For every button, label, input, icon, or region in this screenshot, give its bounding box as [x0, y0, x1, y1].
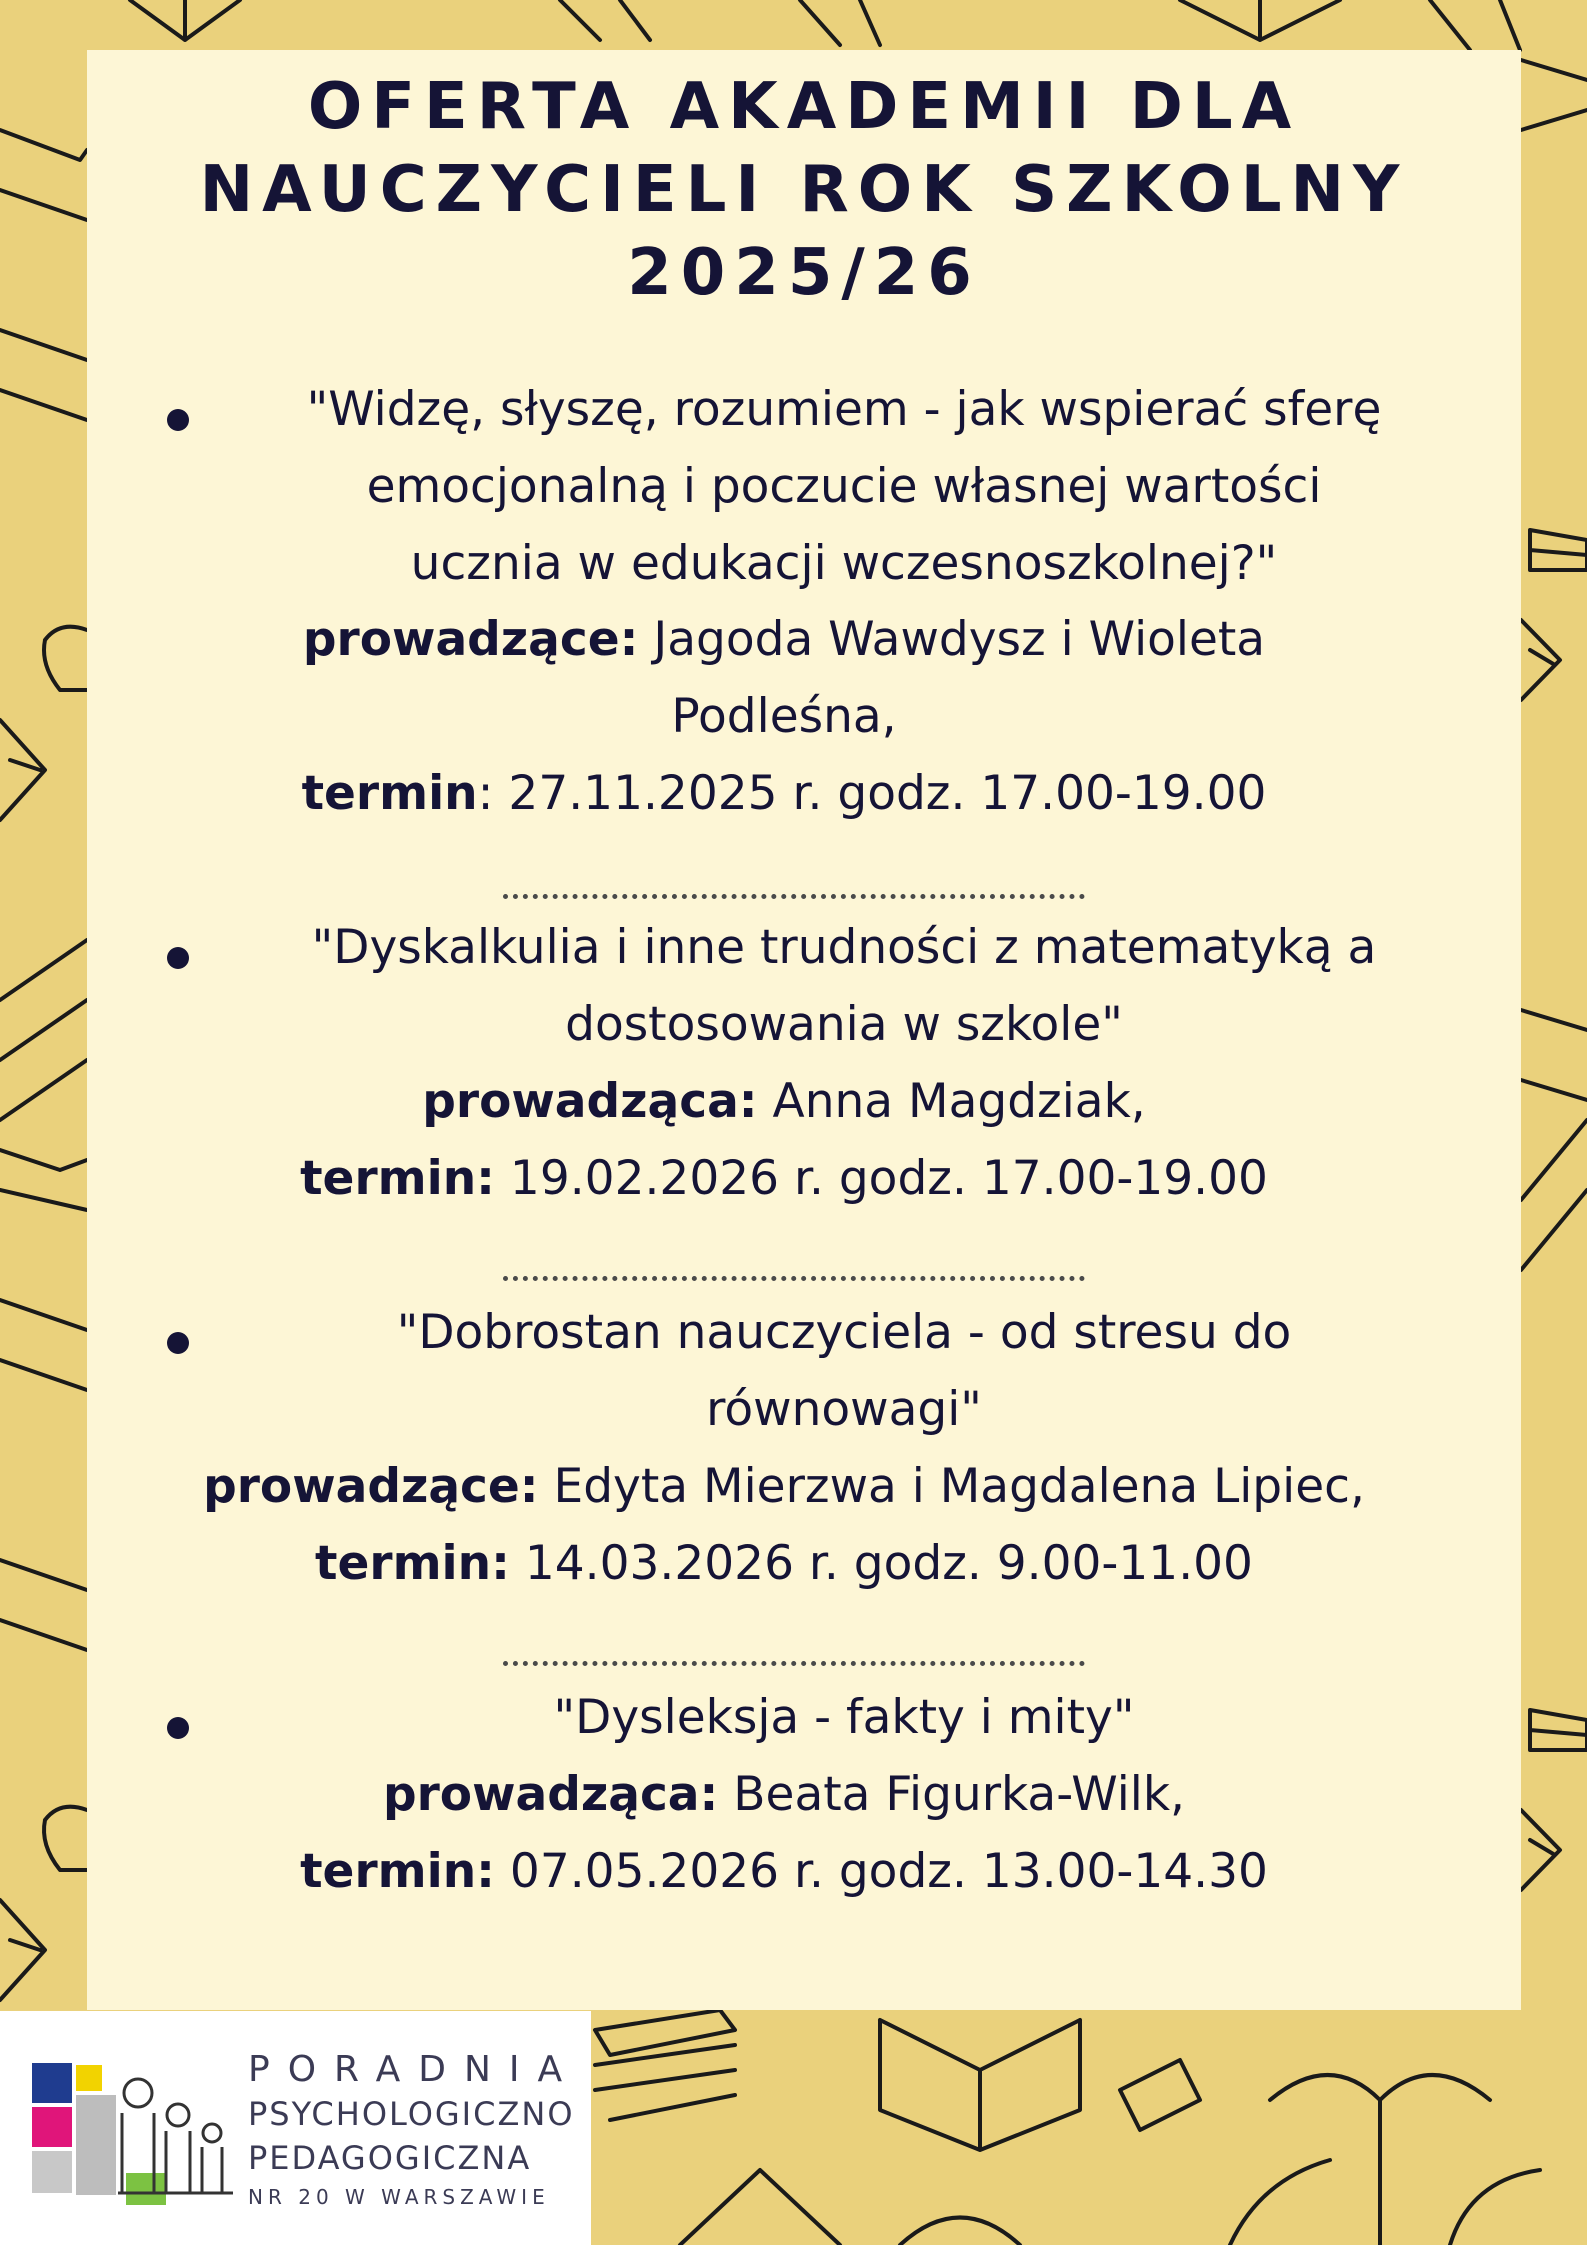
course-title-line: ucznia w edukacji wczesnoszkolnej?"	[410, 536, 1278, 591]
open-book-icon	[880, 2020, 1080, 2150]
date-label: termin:	[315, 1536, 510, 1591]
course-leaders	[67, 1457, 1501, 1517]
open-book-icon	[130, 0, 240, 40]
course-leaders	[67, 610, 1501, 670]
course-date	[67, 1534, 1501, 1594]
logo-text-line-3: PEDAGOGICZNA	[248, 2139, 532, 2177]
course-leaders	[67, 1072, 1501, 1132]
course-title-line: "Dobrostan nauczyciela - od stresu do	[396, 1305, 1292, 1360]
open-book-icon	[1270, 2075, 1490, 2245]
leaders-value-continued: Podleśna,	[671, 689, 897, 744]
course-date	[67, 1842, 1501, 1902]
leaders-label: prowadząca:	[422, 1074, 758, 1129]
course-title-line: równowagi"	[706, 1382, 982, 1437]
book-icon	[1521, 60, 1587, 130]
course-date	[67, 764, 1501, 824]
date-label: termin	[301, 766, 478, 821]
course-title-line: dostosowania w szkole"	[565, 997, 1123, 1052]
leaders-value: Edyta Mierzwa i Magdalena Lipiec,	[553, 1459, 1365, 1514]
leaders-value: Beata Figurka-Wilk,	[733, 1767, 1185, 1822]
logo-text-line-2: PSYCHOLOGICZNO	[248, 2095, 575, 2133]
page-title-line-2: NAUCZYCIELI ROK SZKOLNY	[199, 153, 1409, 227]
separator-divider	[503, 1276, 1085, 1281]
course-date	[67, 1149, 1501, 1209]
date-label: termin:	[300, 1151, 495, 1206]
course-title-line: emocjonalną i poczucie własnej wartości	[366, 459, 1322, 514]
separator-divider	[503, 1661, 1085, 1666]
logo-text-line-1: PORADNIA	[248, 2049, 581, 2090]
separator-divider	[503, 894, 1085, 899]
page-title-line-3: 2025/26	[627, 236, 981, 310]
book-icon	[0, 130, 87, 220]
leaders-label: prowadząca:	[382, 1767, 719, 1822]
content-panel	[87, 50, 1521, 2010]
leaders-label: prowadzące:	[203, 1459, 539, 1514]
open-book-icon	[1180, 0, 1340, 40]
puzzle-people-logo-icon	[18, 2033, 248, 2223]
logo-text-line-4: NR 20 W WARSZAWIE	[248, 2185, 550, 2209]
date-value: : 27.11.2025 r. godz. 17.00-19.00	[477, 766, 1267, 821]
date-value: 19.02.2026 r. godz. 17.00-19.00	[509, 1151, 1268, 1206]
leaders-label: prowadzące:	[302, 612, 639, 667]
book-icon	[595, 2010, 735, 2120]
date-label: termin:	[300, 1844, 495, 1899]
institution-logo	[0, 2011, 591, 2245]
page-title-line-1: OFERTA AKADEMII DLA	[307, 70, 1301, 144]
leaders-value: Jagoda Wawdysz i Wioleta	[653, 612, 1266, 667]
date-value: 07.05.2026 r. godz. 13.00-14.30	[509, 1844, 1268, 1899]
course-title-line: "Dyskalkulia i inne trudności z matematyką a	[311, 920, 1377, 975]
course-title-line: "Dysleksja - fakty i mity"	[553, 1690, 1135, 1745]
course-leaders	[67, 1765, 1501, 1825]
course-title-line: "Widzę, słyszę, rozumiem - jak wspierać sferę	[306, 382, 1382, 437]
leaders-value: Anna Magdziak,	[772, 1074, 1146, 1129]
date-value: 14.03.2026 r. godz. 9.00-11.00	[524, 1536, 1253, 1591]
